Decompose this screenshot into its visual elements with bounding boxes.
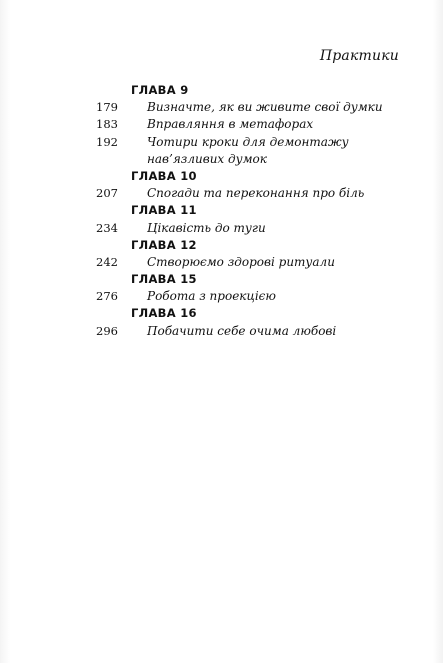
entry-title: Побачити себе очима любові	[147, 323, 337, 338]
page-number: 296	[96, 323, 118, 338]
chapter-label: ГЛАВА 9	[131, 83, 189, 97]
toc-chapter-heading	[0, 237, 443, 254]
toc-chapter-heading	[0, 305, 443, 322]
chapter-label: ГЛАВА 12	[131, 237, 197, 252]
entry-title: Вправляння в метафорах	[147, 117, 314, 132]
toc-chapter-heading	[0, 202, 443, 219]
page-number: 242	[96, 254, 118, 269]
toc-entry	[0, 220, 443, 237]
toc-entry	[0, 134, 443, 151]
chapter-label: ГЛАВА 10	[131, 168, 197, 183]
toc-chapter-heading	[0, 82, 443, 99]
page-number: 234	[96, 220, 118, 235]
chapter-label: ГЛАВА 11	[131, 203, 197, 218]
toc-entry	[0, 99, 443, 116]
page-number: 207	[96, 186, 118, 201]
entry-title: Спогади та переконання про біль	[147, 186, 365, 201]
page-number: 192	[96, 134, 118, 149]
entry-title: Створюємо здорові ритуали	[147, 254, 335, 269]
entry-title: нав’язливих думок	[147, 151, 267, 166]
page-number: 179	[96, 100, 118, 115]
page-number: 183	[96, 117, 118, 132]
toc-chapter-heading	[0, 271, 443, 288]
chapter-label: ГЛАВА 16	[131, 306, 197, 321]
entry-title: Цікавість до туги	[147, 220, 266, 235]
table-of-contents	[0, 82, 443, 340]
entry-title: Чотири кроки для демонтажу	[147, 134, 349, 149]
toc-entry	[0, 254, 443, 271]
running-head: Практики	[319, 48, 399, 64]
entry-title: Робота з проекцією	[147, 289, 276, 304]
page-number: 276	[96, 289, 118, 304]
entry-title: Визначте, як ви живите свої думки	[147, 100, 383, 115]
chapter-label: ГЛАВА 15	[131, 272, 197, 287]
toc-entry	[0, 288, 443, 305]
toc-entry	[0, 323, 443, 340]
toc-entry	[0, 116, 443, 133]
toc-chapter-heading	[0, 168, 443, 185]
toc-entry	[0, 185, 443, 202]
toc-entry-continuation	[0, 151, 443, 168]
